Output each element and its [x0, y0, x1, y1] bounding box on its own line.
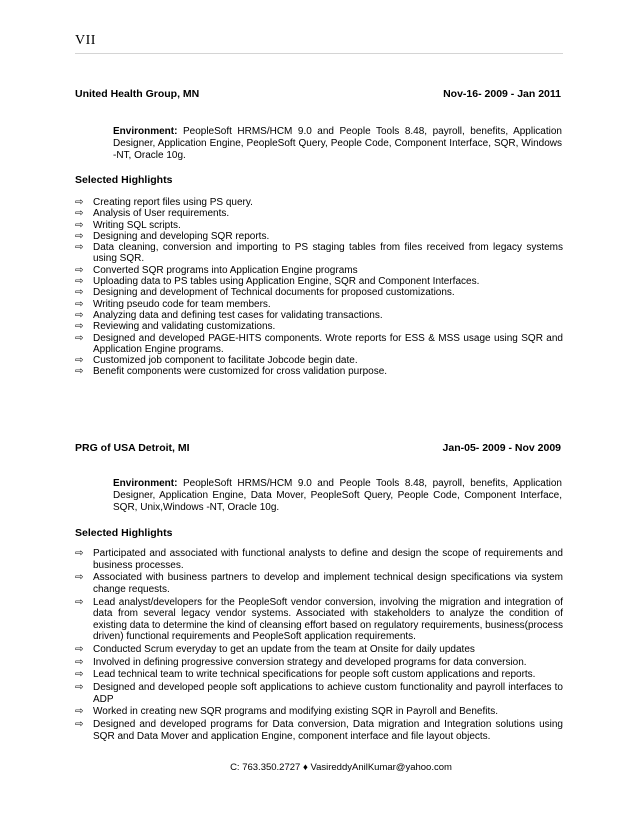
page-header-title: VII: [75, 33, 96, 48]
arrow-right-outline-icon: ⇨: [75, 656, 84, 668]
highlight-text: Customized job component to facilitate Jobcode begin date.: [93, 355, 358, 367]
arrow-right-outline-icon: ⇨: [75, 208, 84, 220]
highlight-item: [75, 299, 563, 310]
environment-label: Environment:: [113, 478, 178, 489]
arrow-right-outline-icon: ⇨: [75, 298, 84, 310]
arrow-right-outline-icon: ⇨: [75, 197, 84, 208]
highlight-text: Involved in defining progressive conversion strategy and developed programs for data conversion.: [93, 656, 527, 668]
arrow-right-outline-icon: ⇨: [75, 644, 84, 656]
highlight-item: [75, 242, 563, 265]
highlights-list: [75, 548, 563, 743]
highlight-text: Analysis of User requirements.: [93, 208, 230, 220]
company-name: United Health Group, MN: [75, 88, 200, 100]
job-dates: Nov-16- 2009 - Jan 2011: [443, 88, 561, 100]
arrow-right-outline-icon: ⇨: [75, 242, 84, 254]
highlight-text: Designed and developed PAGE-HITS components. Wrote reports for ESS & MSS usage using SQR and Application Engine programs.: [93, 332, 563, 355]
highlights-list: [75, 197, 563, 378]
environment-description: [113, 126, 562, 162]
highlight-text: Writing SQL scripts.: [93, 219, 181, 231]
arrow-right-outline-icon: ⇨: [75, 230, 84, 242]
environment-description: [113, 478, 562, 514]
arrow-right-outline-icon: ⇨: [75, 366, 84, 378]
arrow-right-outline-icon: ⇨: [75, 264, 84, 276]
environment-text: PeopleSoft HRMS/HCM 9.0 and People Tools 8.48, payroll, benefits, Application Designer, Application Engine, Data Mover, PeopleSoft Query, People Code, Component Interface, SQR, Unix,Windows -NT, Oracle 10g.: [113, 478, 562, 513]
highlight-text: Worked in creating new SQR programs and modifying existing SQR in Payroll and Benefits.: [93, 706, 499, 718]
highlight-text: Designed and developed programs for Data conversion, Data migration and Integration solutions using SQR and Data Mover and application Engine, component interface and file layout objects.: [93, 719, 563, 742]
arrow-right-outline-icon: ⇨: [75, 309, 84, 321]
arrow-right-outline-icon: ⇨: [75, 682, 84, 694]
highlight-text: Associated with business partners to develop and implement technical design specifications via system change requests.: [93, 572, 563, 595]
environment-text: PeopleSoft HRMS/HCM 9.0 and People Tools 8.48, payroll, benefits, Application Designer, Application Engine, PeopleSoft Query, People Code, Component Interface, SQR, Windows -NT, Oracle 10g.: [113, 126, 562, 161]
highlight-item: [75, 231, 563, 242]
contact-footer: C: 763.350.2727 ♦ VasireddyAnilKumar@yahoo.com: [230, 762, 452, 773]
arrow-right-outline-icon: ⇨: [75, 321, 84, 333]
highlight-text: Reviewing and validating customizations.: [93, 321, 276, 333]
highlight-item: [75, 208, 563, 219]
job-header: [75, 88, 563, 100]
section-title-highlights: Selected Highlights: [75, 527, 173, 539]
highlight-item: [75, 644, 563, 656]
highlight-item: [75, 355, 563, 366]
company-name: PRG of USA Detroit, MI: [75, 442, 190, 454]
arrow-right-outline-icon: ⇨: [75, 706, 84, 718]
arrow-right-outline-icon: ⇨: [75, 219, 84, 231]
highlight-item: [75, 669, 563, 681]
highlight-item: [75, 719, 563, 742]
highlight-item: [75, 265, 563, 276]
environment-label: Environment:: [113, 126, 178, 137]
highlight-item: [75, 548, 563, 571]
header-divider: [75, 53, 563, 54]
arrow-right-outline-icon: ⇨: [75, 276, 84, 288]
highlight-text: Creating report files using PS query.: [93, 197, 253, 208]
highlight-text: Converted SQR programs into Application Engine programs: [93, 264, 358, 276]
highlight-text: Uploading data to PS tables using Application Engine, SQR and Component Interfaces.: [93, 276, 480, 288]
highlight-item: [75, 366, 563, 377]
highlight-item: [75, 276, 563, 287]
arrow-right-outline-icon: ⇨: [75, 572, 84, 584]
highlight-text: Lead analyst/developers for the PeopleSoft vendor conversion, involving the migration and integration of data from several legacy vendor systems. Associated with stakeholders to analyze the condition of existing data to determine the kind of cleansing effort based on regulatory requirements, business(process driven) functional requirements and PeopleSoft application requirements.: [93, 596, 563, 643]
highlight-text: Designing and developing SQR reports.: [93, 230, 270, 242]
highlight-text: Lead technical team to write technical specifications for people soft custom applications and reports.: [93, 669, 536, 681]
job-dates: Jan-05- 2009 - Nov 2009: [442, 442, 561, 454]
arrow-right-outline-icon: ⇨: [75, 596, 84, 608]
arrow-right-outline-icon: ⇨: [75, 287, 84, 299]
highlight-item: [75, 287, 563, 298]
job-header: [75, 442, 563, 454]
highlight-item: [75, 657, 563, 669]
highlight-text: Conducted Scrum everyday to get an update from the team at Onsite for daily updates: [93, 644, 475, 656]
highlight-item: [75, 310, 563, 321]
highlight-text: Participated and associated with functional analysts to define and design the scope of requirements and business processes.: [93, 548, 563, 571]
arrow-right-outline-icon: ⇨: [75, 548, 84, 559]
highlight-text: Designing and development of Technical documents for proposed customizations.: [93, 287, 455, 299]
arrow-right-outline-icon: ⇨: [75, 355, 84, 367]
highlight-item: [75, 597, 563, 643]
highlight-item: [75, 706, 563, 718]
arrow-right-outline-icon: ⇨: [75, 332, 84, 344]
arrow-right-outline-icon: ⇨: [75, 719, 84, 731]
section-title-highlights: Selected Highlights: [75, 174, 173, 186]
highlight-text: Writing pseudo code for team members.: [93, 298, 271, 310]
highlight-item: [75, 321, 563, 332]
highlight-item: [75, 197, 563, 208]
highlight-item: [75, 572, 563, 595]
arrow-right-outline-icon: ⇨: [75, 669, 84, 681]
highlight-item: [75, 333, 563, 356]
highlight-text: Designed and developed people soft applications to achieve custom functionality and payroll interfaces to ADP: [93, 682, 563, 705]
highlight-text: Benefit components were customized for cross validation purpose.: [93, 366, 388, 378]
highlight-item: [75, 220, 563, 231]
highlight-text: Data cleaning, conversion and importing to PS staging tables from files received from legacy systems using SQR.: [93, 242, 563, 265]
highlight-text: Analyzing data and defining test cases for validating transactions.: [93, 309, 383, 321]
highlight-item: [75, 682, 563, 705]
